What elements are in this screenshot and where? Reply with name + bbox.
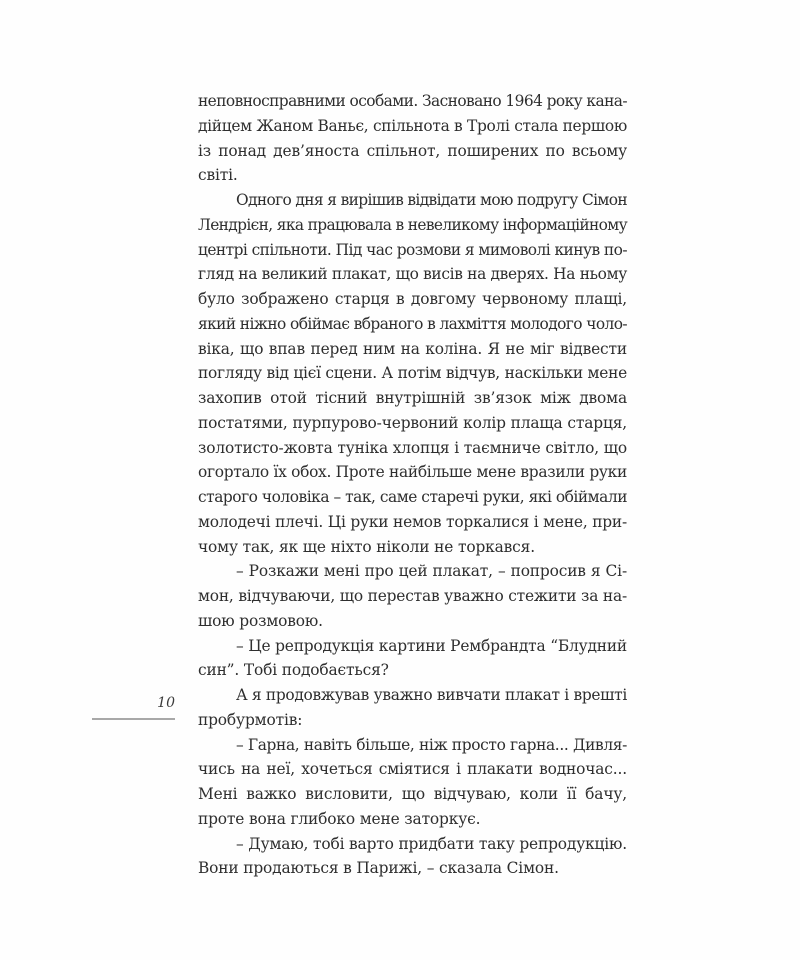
- text-line: пробурмотів:: [198, 710, 303, 729]
- text-line: захопив отой тісний внутрішній зв’язок між двома: [198, 389, 627, 407]
- text-line: із понад дев’яноста спільнот, поширених по всьому: [198, 141, 627, 160]
- text-line: погляду від цієї сцени. А потім відчув, наскільки мене: [198, 364, 627, 383]
- text-line: Вони продаються в Парижі, – сказала Сімон.: [198, 859, 559, 878]
- paragraph: [198, 733, 627, 832]
- text-line: шою розмовою.: [198, 611, 323, 630]
- text-line: син”. Тобі подобається?: [198, 661, 389, 680]
- text-line: чись на неї, хочеться сміятися і плакати водночас...: [198, 760, 627, 779]
- text-line: – Розкажи мені про цей плакат, – попросив я Сі-: [236, 562, 627, 581]
- text-line: Мені важко висловити, що відчуваю, коли її бачу,: [198, 785, 627, 803]
- text-line: світі.: [198, 166, 238, 185]
- text-line: Одного дня я вирішив відвідати мою подругу Сімон: [236, 191, 627, 209]
- text-line: гляд на великий плакат, що висів на дверях. На ньому: [198, 265, 627, 284]
- body-text: [198, 89, 627, 881]
- text-line: віка, що впав перед ним на коліна. Я не міг відвести: [198, 339, 627, 358]
- text-line: центрі спільноти. Під час розмови я мимоволі кинув по-: [198, 240, 627, 259]
- paragraph: [198, 188, 627, 559]
- text-line: – Гарна, навіть більше, ніж просто гарна... Дивля-: [236, 735, 627, 754]
- folio-rule-divider: [92, 718, 175, 720]
- text-line: золотисто-жовта туніка хлопця і таємниче світло, що: [198, 438, 627, 457]
- page-folio: [92, 694, 175, 718]
- page-number: 10: [157, 695, 175, 711]
- text-line: неповносправними особами. Засновано 1964 року кана-: [198, 92, 627, 110]
- text-line: огортало їх обох. Проте найбільше мене вразили руки: [198, 463, 627, 482]
- text-line: А я продовжував уважно вивчати плакат і врешті: [236, 686, 627, 704]
- text-line: – Це репродукція картини Рембрандта “Блудний: [236, 636, 627, 655]
- text-line: проте вона глибоко мене заторкує.: [198, 809, 481, 828]
- text-line: дійцем Жаном Ваньє, спільнота в Тролі стала першою: [198, 116, 627, 135]
- paragraph: [198, 832, 627, 882]
- paragraph: [198, 634, 627, 684]
- paragraph: [198, 559, 627, 633]
- text-line: який ніжно обіймає вбраного в лахміття молодого чоло-: [198, 314, 627, 333]
- text-line: – Думаю, тобі варто придбати таку репродукцію.: [236, 834, 627, 853]
- text-line: чому так, як ще ніхто ніколи не торкався.: [198, 537, 535, 556]
- text-line: постатями, пурпурово-червоний колір плаща старця,: [198, 413, 627, 432]
- text-line: Лендрієн, яка працювала в невеликому інформаційному: [198, 215, 627, 234]
- paragraph: [198, 89, 627, 188]
- text-line: молодечі плечі. Ці руки немов торкалися і мене, при-: [198, 512, 627, 531]
- text-line: старого чоловіка – так, саме старечі руки, які обіймали: [198, 488, 627, 506]
- text-line: мон, відчуваючи, що перестав уважно стежити за на-: [198, 587, 627, 605]
- paragraph: [198, 683, 627, 733]
- text-line: було зображено старця в довгому червоному плащі,: [198, 290, 627, 308]
